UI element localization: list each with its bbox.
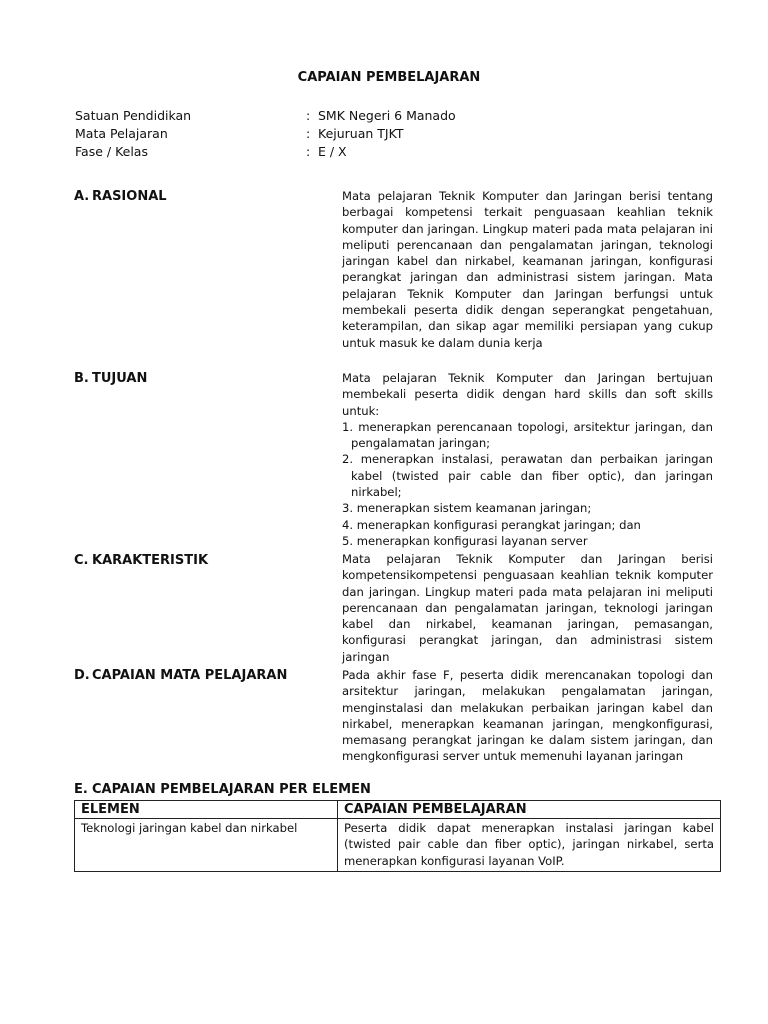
info-row-fase xyxy=(75,143,456,161)
info-value: E / X xyxy=(318,144,347,159)
info-row-satuan xyxy=(75,107,456,125)
info-colon: : xyxy=(306,126,311,141)
column-header-capaian: CAPAIAN PEMBELAJARAN xyxy=(338,801,721,819)
section-title: TUJUAN xyxy=(92,371,148,386)
section-title: CAPAIAN PEMBELAJARAN PER ELEMEN xyxy=(92,782,371,797)
section-b-body xyxy=(342,370,713,549)
table-header-row xyxy=(75,801,721,819)
info-value: Kejuruan TJKT xyxy=(318,126,404,141)
section-d-body xyxy=(342,667,713,765)
identity-info xyxy=(75,107,456,161)
elemen-table xyxy=(74,800,721,872)
section-c-heading xyxy=(74,553,208,568)
list-item: 2. menerapkan instalasi, perawatan dan perbaikan jaringan kabel (twisted pair cable dan fiber optic), dan jaringan nirkabel; xyxy=(342,452,713,500)
section-e-heading xyxy=(74,782,371,797)
section-number: E. xyxy=(74,782,88,797)
info-label: Satuan Pendidikan xyxy=(75,108,192,123)
section-a-text: Mata pelajaran Teknik Komputer dan Jaringan berisi tentang berbagai kompetensi terkait penguasaan keahlian teknik komputer dan jaringan. Lingkup materi pada mata pelajaran ini meliputi perencanaan dan pengalamatan jaringan, teknologi jaringan kabel dan nirkabel, keamanan jaringan, konfigurasi perangkat jaringan dan administrasi sistem jaringan. Mata pelajaran Teknik Komputer dan Jaringan berfungsi untuk membekali peserta didik dengan seperangkat pengetahuan, keterampilan, dan sikap agar memiliki persiapan yang cukup untuk masuk ke dalam dunia kerja xyxy=(342,189,713,350)
section-title: CAPAIAN MATA PELAJARAN xyxy=(92,668,288,683)
list-item: 5. menerapkan konfigurasi layanan server xyxy=(342,533,588,548)
info-row-mapel xyxy=(75,125,456,143)
section-d-heading xyxy=(74,668,287,683)
cell-capaian: Peserta didik dapat menerapkan instalasi jaringan kabel (twisted pair cable dan fiber optic), jaringan nirkabel, serta menerapkan konfigurasi layanan VoIP. xyxy=(338,819,721,872)
section-number: A. xyxy=(74,189,90,204)
section-title: KARAKTERISTIK xyxy=(92,553,209,568)
section-number: D. xyxy=(74,668,90,683)
page-title: CAPAIAN PEMBELAJARAN xyxy=(297,70,481,85)
section-title: RASIONAL xyxy=(92,189,167,204)
section-c-text: Mata pelajaran Teknik Komputer dan Jaringan berisi kompetensikompetensi penguasaan keahlian teknik komputer dan jaringan. Lingkup materi pada mata pelajaran ini meliputi perencanaan dan pengalamatan jaringan, teknologi jaringan kabel dan nirkabel, keamanan jaringan, pemasangan, konfigurasi perangkat jaringan, dan administrasi sistem jaringan xyxy=(342,552,713,664)
table-row xyxy=(75,819,721,872)
column-header-elemen: ELEMEN xyxy=(75,801,338,819)
list-item: 3. menerapkan sistem keamanan jaringan; xyxy=(342,501,592,516)
list-item: 1. menerapkan perencanaan topologi, arsitektur jaringan, dan pengalamatan jaringan; xyxy=(342,419,713,451)
section-d-text: Pada akhir fase F, peserta didik merencanakan topologi dan arsitektur jaringan, melakukan pengalamatan jaringan, menginstalasi dan melakukan perbaikan jaringan kabel dan nirkabel, menerapkan keamanan jaringan, mengkonfigurasi, memasang perangkat jaringan ke dalam sistem jaringan, dan mengkonfigurasi server untuk memenuhi layanan jaringan xyxy=(342,668,713,764)
section-b-heading xyxy=(74,371,147,386)
section-c-body xyxy=(342,551,713,665)
list-item: 4. menerapkan konfigurasi perangkat jaringan; dan xyxy=(342,517,641,532)
info-colon: : xyxy=(306,144,311,159)
section-number: C. xyxy=(74,553,89,568)
info-colon: : xyxy=(306,108,311,123)
tujuan-list xyxy=(342,419,713,549)
info-value: SMK Negeri 6 Manado xyxy=(318,108,456,123)
section-a-body xyxy=(342,188,713,351)
section-number: B. xyxy=(74,371,89,386)
section-a-heading xyxy=(74,189,167,204)
section-b-intro: Mata pelajaran Teknik Komputer dan Jaringan bertujuan membekali peserta didik dengan hard skills dan soft skills untuk: xyxy=(342,371,713,418)
info-label: Fase / Kelas xyxy=(75,144,148,159)
info-label: Mata Pelajaran xyxy=(75,126,168,141)
cell-elemen: Teknologi jaringan kabel dan nirkabel xyxy=(75,819,338,872)
